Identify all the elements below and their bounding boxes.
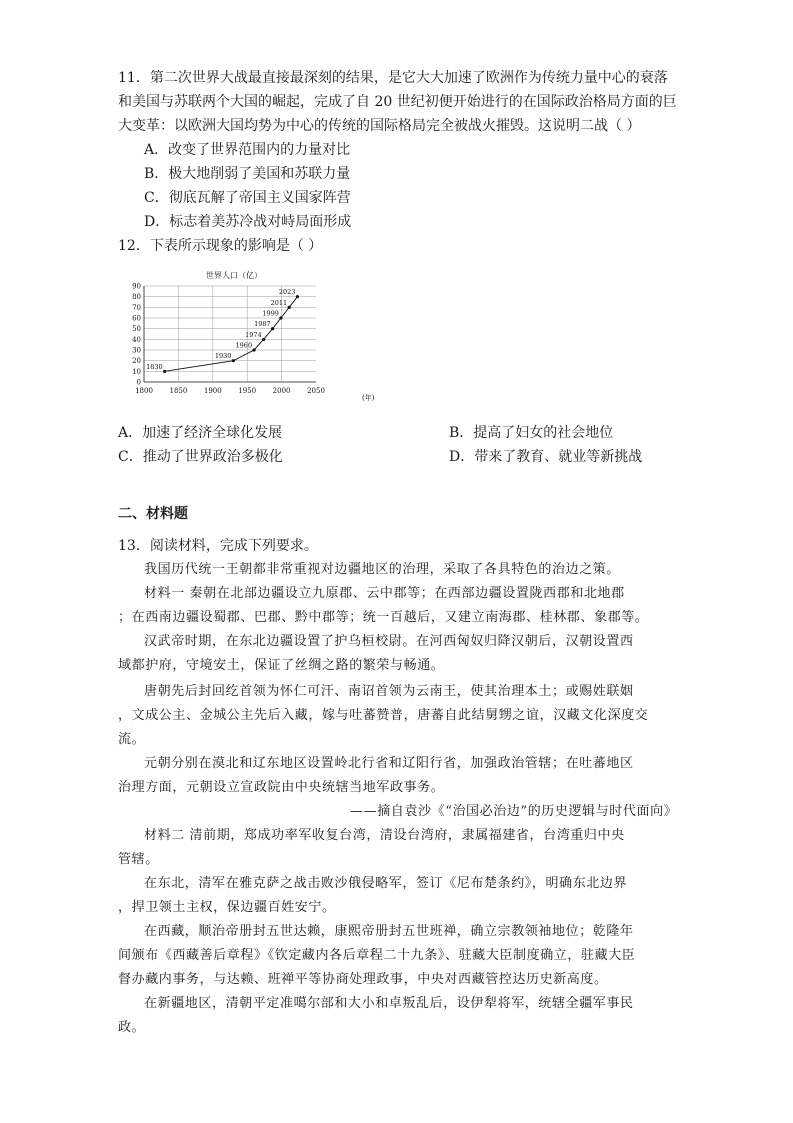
q13-material-line: 政。: [118, 1020, 146, 1035]
q13-material-line: 在新疆地区，清朝平定准噶尔部和大小和卓叛乱后，设伊犁将军，统辖全疆军事民: [144, 996, 634, 1011]
q13-material-line: ；在西南边疆设蜀郡、巴郡、黔中郡等；统一百越后，又建立南海郡、桂林郡、象郡等。: [118, 610, 649, 625]
chart-y-tick-label: 10: [132, 367, 141, 376]
q11-stem-line-1: 11．第二次世界大战最直接最深刻的结果，是它大大加速了欧洲作为传统力量中心的衰落: [118, 70, 668, 86]
q11-option-d: D．标志着美苏冷战对峙局面形成: [144, 214, 352, 230]
q12-stem: 12．下表所示现象的影响是（ ）: [118, 238, 323, 254]
chart-y-tick-label: 40: [132, 335, 141, 344]
chart-data-point: [163, 370, 166, 373]
q11-stem-line-2: 和美国与苏联两个大国的崛起，完成了自 20 世纪初便开始进行的在国际政治格局方面的巨: [118, 94, 677, 110]
chart-x-tick-label: 1950: [238, 387, 257, 395]
chart-y-tick-label: 0: [136, 378, 141, 387]
q13-material-line: 管辖。: [118, 852, 159, 867]
q13-material-line: 督办藏内事务，与达赖、班禅平等协商处理政事，中央对西藏管控达历史新高度。: [118, 972, 608, 987]
q12-option-a: A．加速了经济全球化发展: [118, 425, 283, 441]
q12-option-c: C．推动了世界政治多极化: [118, 449, 283, 465]
q11-option-c: C．彻底瓦解了帝国主义国家阵营: [144, 190, 351, 206]
q11-option-a: A．改变了世界范围内的力量对比: [144, 142, 351, 158]
q11-option-b: B．极大地削弱了美国和苏联力量: [144, 166, 351, 182]
chart-data-label: 2023: [278, 288, 296, 297]
chart-data-label: 1999: [262, 309, 279, 318]
chart-y-tick-label: 70: [132, 303, 141, 312]
chart-data-label: 1987: [254, 320, 271, 329]
q13-material-line: 治理方面，元朝设立宣政院由中央统辖当地军政事务。: [118, 780, 445, 795]
chart-data-point: [232, 359, 235, 362]
q13-material-line: 汉武帝时期，在东北边疆设置了护乌桓校尉。在河西匈奴归降汉朝后，汉朝设置西: [144, 634, 634, 649]
chart-x-tick-label: 1900: [203, 387, 222, 395]
chart-data-label: 1974: [245, 330, 262, 339]
chart-data-label: 1960: [235, 341, 253, 350]
q13-material-line: 在东北，清军在雅克萨之战击败沙俄侵略军，签订《尼布楚条约》，明确东北边界: [144, 876, 628, 891]
chart-data-point: [288, 306, 291, 309]
chart-y-tick-label: 90: [132, 282, 141, 291]
chart-x-axis-label: (年): [362, 394, 375, 402]
q13-material-line: 材料一 秦朝在北部边疆设立九原郡、云中郡等；在西部边疆设置陇西郡和北地郡: [144, 586, 625, 601]
chart-x-tick-label: 2050: [307, 387, 325, 395]
chart-axes: [144, 286, 316, 382]
q13-material-line: 流。: [118, 732, 146, 747]
q13-material-line: 域都护府，守境安土，保证了丝绸之路的繁荣与畅通。: [118, 658, 445, 673]
chart-y-tick-label: 30: [132, 346, 141, 355]
chart-data-point: [296, 295, 299, 298]
world-population-chart: [126, 266, 376, 406]
chart-data-label: 2011: [270, 298, 288, 307]
q13-material-line: ，文成公主、金城公主先后入藏，嫁与吐蕃赞普，唐蕃自此结舅甥之谊，汉藏文化深度交: [118, 708, 649, 723]
chart-x-tick-label: 1850: [169, 387, 188, 395]
q13-material-line: 我国历代统一王朝都非常重视对边疆地区的治理，采取了各具特色的治边之策。: [144, 562, 621, 577]
chart-tick-labels: [132, 283, 325, 396]
q12-option-d: D．带来了教育、就业等新挑战: [449, 449, 643, 465]
chart-y-tick-label: 20: [132, 357, 141, 366]
chart-title: 世界人口（亿）: [206, 271, 262, 280]
chart-grid: [144, 286, 316, 382]
chart-x-tick-label: 2000: [272, 387, 291, 395]
chart-data-point: [271, 327, 274, 330]
chart-data-point: [262, 338, 265, 341]
q11-stem-line-3: 大变革：以欧洲大国均势为中心的传统的国际格局完全被战火摧毁。这说明二战（ ）: [118, 118, 641, 134]
chart-y-tick-label: 60: [132, 314, 141, 323]
q12-option-b: B．提高了妇女的社会地位: [449, 425, 614, 441]
q13-stem: 13．阅读材料，完成下列要求。: [118, 538, 318, 554]
section-title: 二、材料题: [118, 506, 188, 522]
chart-data-point: [279, 316, 282, 319]
chart-data-label: 1930: [214, 352, 232, 361]
q13-material-line: 材料二 清前期，郑成功率军收复台湾，清设台湾府，隶属福建省，台湾重归中央: [144, 828, 625, 843]
chart-y-tick-label: 80: [132, 293, 141, 302]
q13-material-line: ，捍卫领土主权，保边疆百姓安宁。: [118, 900, 336, 915]
chart-data-point: [252, 348, 255, 351]
chart-series: [146, 288, 299, 373]
q13-material-line: 在西藏，顺治帝册封五世达赖，康熙帝册封五世班禅，确立宗教领袖地位；乾隆年: [144, 924, 634, 939]
chart-data-label: 1830: [146, 362, 163, 371]
chart-x-tick-label: 1800: [135, 387, 153, 395]
q13-material-line: 间颁布《西藏善后章程》《钦定藏内各后章程二十九条》、驻藏大臣制度确立，驻藏大臣: [118, 948, 636, 963]
chart-y-tick-label: 50: [132, 325, 141, 334]
q13-material-line: 元朝分别在漠北和辽东地区设置岭北行省和辽阳行省，加强政治管辖；在吐蕃地区: [144, 756, 634, 771]
q13-source-citation: ——摘自袁沙《“治国必治边”的历史逻辑与时代面向》: [350, 804, 678, 819]
q13-material-line: 唐朝先后封回纥首领为怀仁可汗、南诏首领为云南王，使其治理本土；或赐姓联姻: [144, 684, 634, 699]
